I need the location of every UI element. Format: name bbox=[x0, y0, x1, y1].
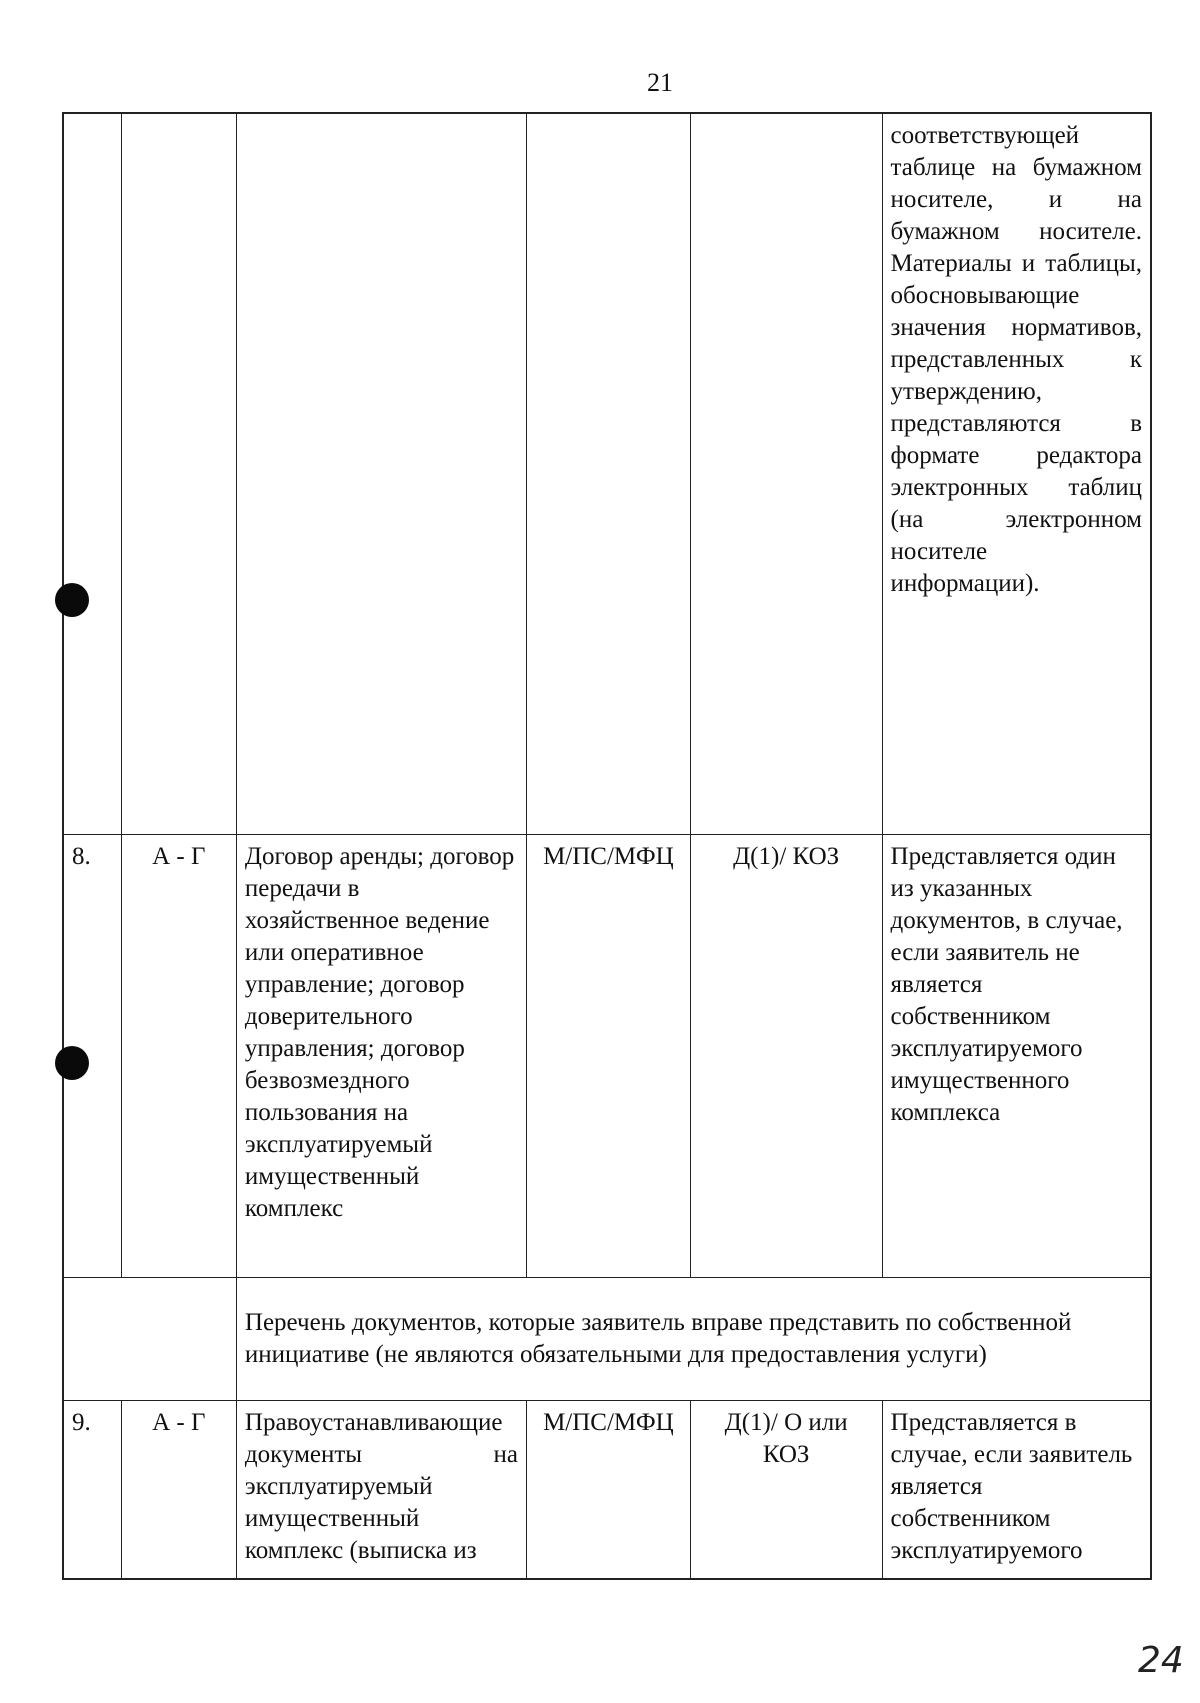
handwritten-page-number: 24 bbox=[1138, 1640, 1184, 1681]
cell-note: соответствующей таблице на бумажном носителе, и на бумажном носителе. Материалы и таблицы, обосновывающие значения нормативов, представленных к утверждению, представляются в формате редактора электронных таблиц (на электронном носителе информации). bbox=[882, 113, 1151, 835]
cell-document: Договор аренды; договор передачи в хозяйственное ведение или оперативное управление; договор доверительного управления; договор безвозмездного пользования на эксплуатируемый имущественный комплекс bbox=[236, 835, 526, 1278]
cell-letters bbox=[121, 113, 236, 835]
cell-form: М/ПС/МФЦ bbox=[526, 835, 690, 1278]
table-row-continuation bbox=[63, 113, 1151, 835]
cell-note: Представляется в случае, если заявитель является собственником эксплуатируемого bbox=[882, 1401, 1151, 1580]
cell-document: Правоустанавливающие документы на эксплуатируемый имущественный комплекс (выписка из bbox=[236, 1401, 526, 1580]
documents-table bbox=[62, 112, 1152, 1580]
punch-hole-icon bbox=[55, 583, 89, 617]
table-row-9 bbox=[63, 1401, 1151, 1580]
cell-number bbox=[63, 113, 121, 835]
cell-form: М/ПС/МФЦ bbox=[526, 1401, 690, 1580]
cell-number: 9. bbox=[63, 1401, 121, 1580]
cell-letters: А - Г bbox=[121, 835, 236, 1278]
page-number: 21 bbox=[647, 68, 673, 97]
cell-form bbox=[526, 113, 690, 835]
cell-letters: А - Г bbox=[121, 1401, 236, 1580]
section-header-row bbox=[63, 1278, 1151, 1401]
cell-type: Д(1)/ КОЗ bbox=[690, 835, 882, 1278]
cell-type: Д(1)/ О или КОЗ bbox=[690, 1401, 882, 1580]
cell-document bbox=[236, 113, 526, 835]
table-row-8 bbox=[63, 835, 1151, 1278]
cell-note: Представляется один из указанных документов, в случае, если заявитель не является собственником эксплуатируемого имущественного комплекса bbox=[882, 835, 1151, 1278]
punch-hole-icon bbox=[55, 1046, 89, 1080]
section-header: Перечень документов, которые заявитель вправе представить по собственной инициативе (не являются обязательными для предоставления услуги) bbox=[236, 1278, 1151, 1401]
cell-number: 8. bbox=[63, 835, 121, 1278]
section-header-spacer bbox=[63, 1278, 236, 1401]
cell-type bbox=[690, 113, 882, 835]
